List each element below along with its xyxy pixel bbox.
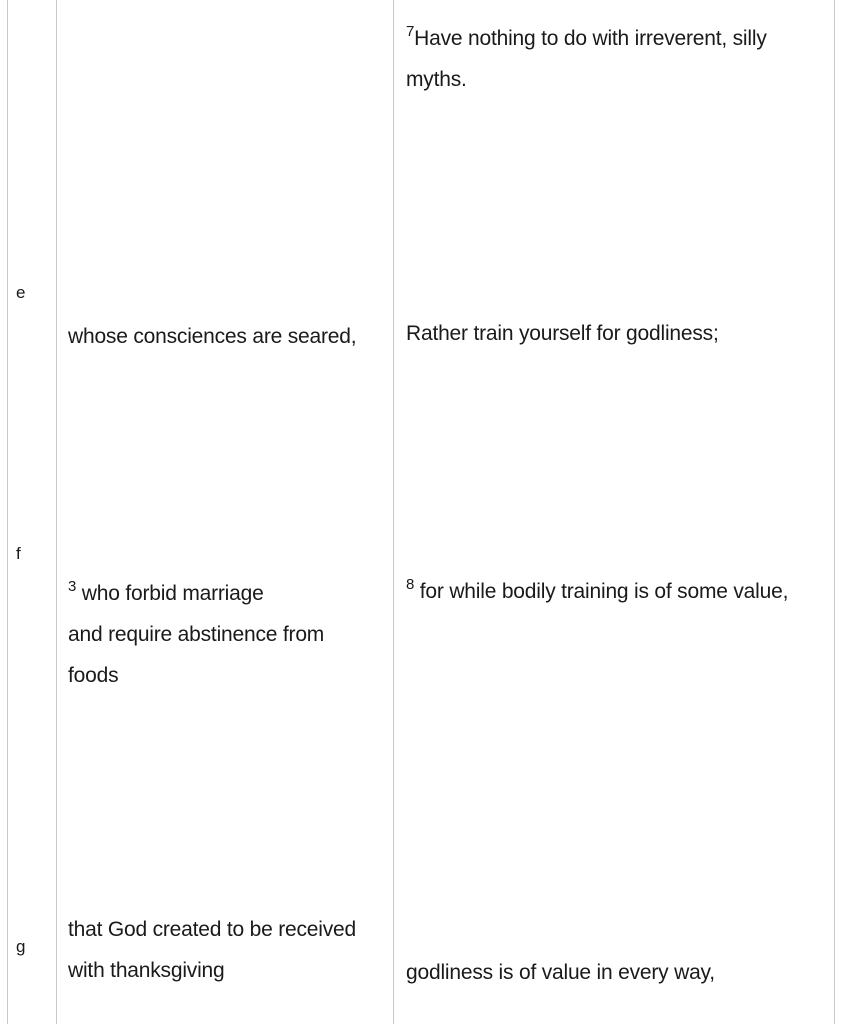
verse-number: 3 (68, 578, 77, 595)
text-line: foods (68, 664, 119, 687)
table-border-left (7, 0, 8, 1024)
text-line: $^8$ for while bodily training is of some value, (406, 576, 789, 603)
verse-number: 8 (406, 576, 415, 593)
text-line: with thanksgiving (68, 959, 225, 982)
text-line: $^3$ who forbid marriage (68, 578, 264, 605)
verse-number: 7 (406, 23, 415, 40)
text-line: myths. (406, 68, 467, 91)
text-line: $^7$Have nothing to do with irreverent, silly (406, 23, 767, 50)
middle-cell-row-g (68, 909, 388, 991)
text-line: Rather train yourself for godliness; (406, 322, 719, 345)
table-border-right (834, 0, 835, 1024)
row-label-g: g (16, 937, 26, 956)
row-label-f: f (16, 544, 21, 563)
right-cell-row-e (406, 313, 831, 354)
row-label-e: e (16, 283, 26, 302)
text-line: godliness is of value in every way, (406, 961, 715, 984)
right-cell-row-f (406, 571, 831, 612)
right-cell-row-1 (406, 18, 831, 100)
text-line: whose consciences are seared, (68, 325, 357, 348)
text-line: and require abstinence from (68, 623, 325, 646)
column-divider-middle (393, 0, 394, 1024)
text-line: that God created to be received (68, 918, 356, 941)
middle-cell-row-f (68, 573, 388, 696)
middle-cell-row-e (68, 316, 388, 357)
right-cell-row-g (406, 952, 831, 993)
column-divider-label (56, 0, 57, 1024)
